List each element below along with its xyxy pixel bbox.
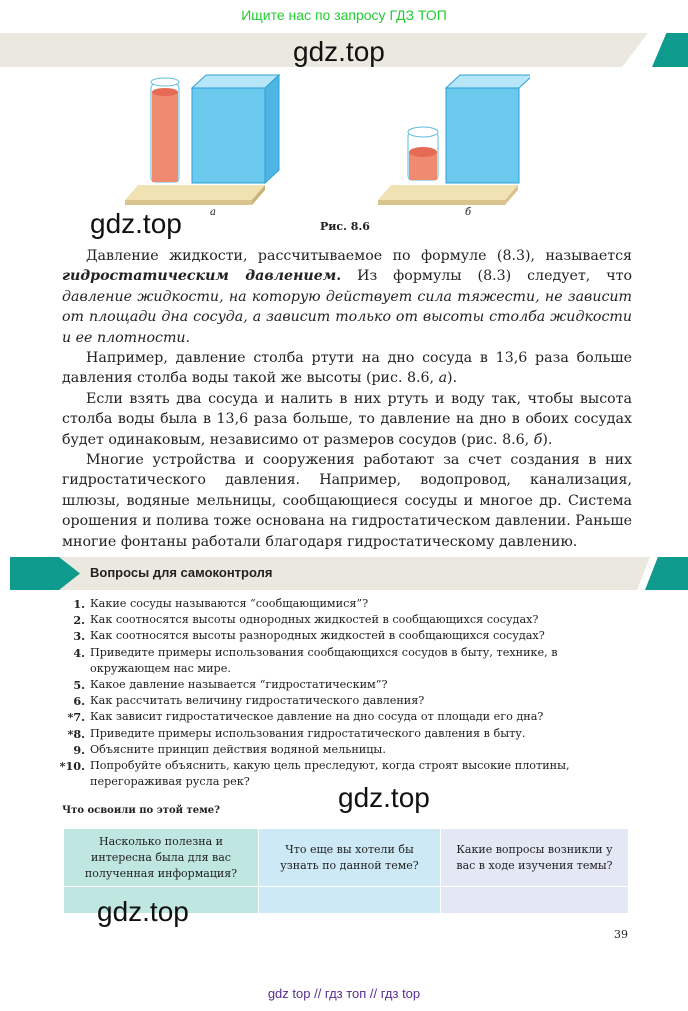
- question-text: Как соотносятся высоты однородных жидкостей в сообщающихся сосудах?: [90, 613, 539, 627]
- paragraph: [62, 450, 632, 552]
- text-run: Если взять два сосуда и налить в них ртуть и воду так, чтобы высота столба воды была в 13,6 раза больше, то давление на дно в обоих сосудах будет одинаковым, независимо от размеров сосудов (рис. 8.6,: [62, 390, 632, 448]
- text-run: Многие устройства и сооружения работают за счет создания в них гидростатического давления. Например, водопровод, канализация, шлюзы, водяные мельницы, сообщающиеся сосуды и многое др. Система орошения и полива тоже основана на гидростатическом давлении. Раньше многие фонтаны работали благодаря гидростатическому давлению.: [62, 452, 632, 550]
- question-item: [50, 693, 640, 709]
- paragraph: [62, 348, 632, 389]
- figure-label-b: б: [465, 207, 472, 218]
- body-text: [62, 246, 632, 552]
- question-number: *8.: [67, 726, 85, 741]
- question-text: Приведите примеры использования гидростатического давления в быту.: [90, 726, 526, 740]
- question-number: 9.: [73, 742, 85, 757]
- question-text: Как рассчитать величину гидростатического давления?: [90, 694, 425, 708]
- text-run: ).: [447, 370, 458, 387]
- question-item: [50, 628, 640, 644]
- question-text: Какое давление называется “гидростатическим”?: [90, 678, 388, 692]
- table-header: Какие вопросы возникли у вас в ходе изучения темы?: [441, 829, 629, 887]
- text-run: а: [438, 370, 448, 387]
- bottom-links[interactable]: gdz top // гдз топ // гдз top: [267, 986, 421, 1001]
- watermark: gdz.top: [293, 36, 385, 67]
- text-run: Давление жидкости, рассчитываемое по формуле (8.3), называется: [86, 248, 632, 264]
- question-text: Как соотносятся высоты разнородных жидкостей в сообщающихся сосудах?: [90, 629, 545, 643]
- question-text: Какие сосуды называются “сообщающимися”?: [90, 597, 369, 610]
- watermark: gdz.top: [338, 782, 430, 813]
- figure-vessels: [110, 70, 530, 210]
- learned-title: Что освоили по этой теме?: [62, 805, 221, 816]
- question-text: Приведите примеры использования сообщающихся сосудов в быту, технике, в окружающем нас мире.: [90, 645, 558, 675]
- question-text: Как зависит гидростатическое давление на дно сосуда от площади его дна?: [90, 710, 544, 724]
- question-item: [50, 709, 640, 725]
- table-header: Что еще вы хотели бы узнать по данной теме?: [259, 829, 441, 887]
- search-banner[interactable]: Ищите нас по запросу ГДЗ ТОП: [241, 7, 447, 23]
- question-item: [50, 726, 640, 742]
- figure-label-a: а: [210, 207, 216, 218]
- question-list: [50, 596, 640, 790]
- question-number: 6.: [73, 694, 85, 709]
- text-run: Например, давление столба ртути на дно сосуда в 13,6 раза больше давления столба воды такой же высоты (рис. 8.6,: [62, 350, 632, 387]
- text-run: давление жидкости, на которую действует сила тяжести, не зависит от площади дна сосуда, а зависит только от высоты столба жидкости и ее плотности.: [62, 288, 632, 346]
- question-number: 1.: [73, 597, 85, 611]
- question-item: [50, 742, 640, 758]
- text-run: Из формулы (8.3) следует, что: [341, 268, 633, 285]
- paragraph: [62, 389, 632, 450]
- figure-caption: Рис. 8.6: [320, 220, 370, 233]
- text-run: гидростатическим давлением.: [62, 268, 342, 285]
- question-item: [50, 596, 640, 612]
- question-text: Объясните принцип действия водяной мельницы.: [90, 742, 386, 756]
- watermark: gdz.top: [90, 208, 182, 239]
- text-run: ).: [542, 431, 553, 448]
- question-number: *7.: [67, 710, 85, 725]
- page-number: 39: [614, 928, 628, 941]
- section-accent: [645, 557, 688, 590]
- question-number: 4.: [73, 645, 85, 660]
- watermark: gdz.top: [97, 896, 189, 927]
- question-item: [50, 645, 640, 677]
- question-number: *10.: [59, 759, 85, 774]
- header-accent: [652, 33, 688, 67]
- table-header: Насколько полезна и интересна была для вас полученная информация?: [64, 829, 259, 887]
- table-cell: [259, 887, 441, 914]
- question-item: [50, 612, 640, 628]
- question-text: Попробуйте объяснить, какую цель преследуют, когда строят высокие плотины, перегораживая русла рек?: [90, 759, 570, 789]
- question-number: 3.: [73, 629, 85, 644]
- text-run: б: [533, 431, 543, 448]
- table-cell: [441, 887, 629, 914]
- paragraph: [62, 246, 632, 348]
- section-title: Вопросы для самоконтроля: [90, 565, 273, 580]
- question-item: [50, 677, 640, 693]
- question-number: 5.: [73, 678, 85, 693]
- question-number: 2.: [73, 613, 85, 628]
